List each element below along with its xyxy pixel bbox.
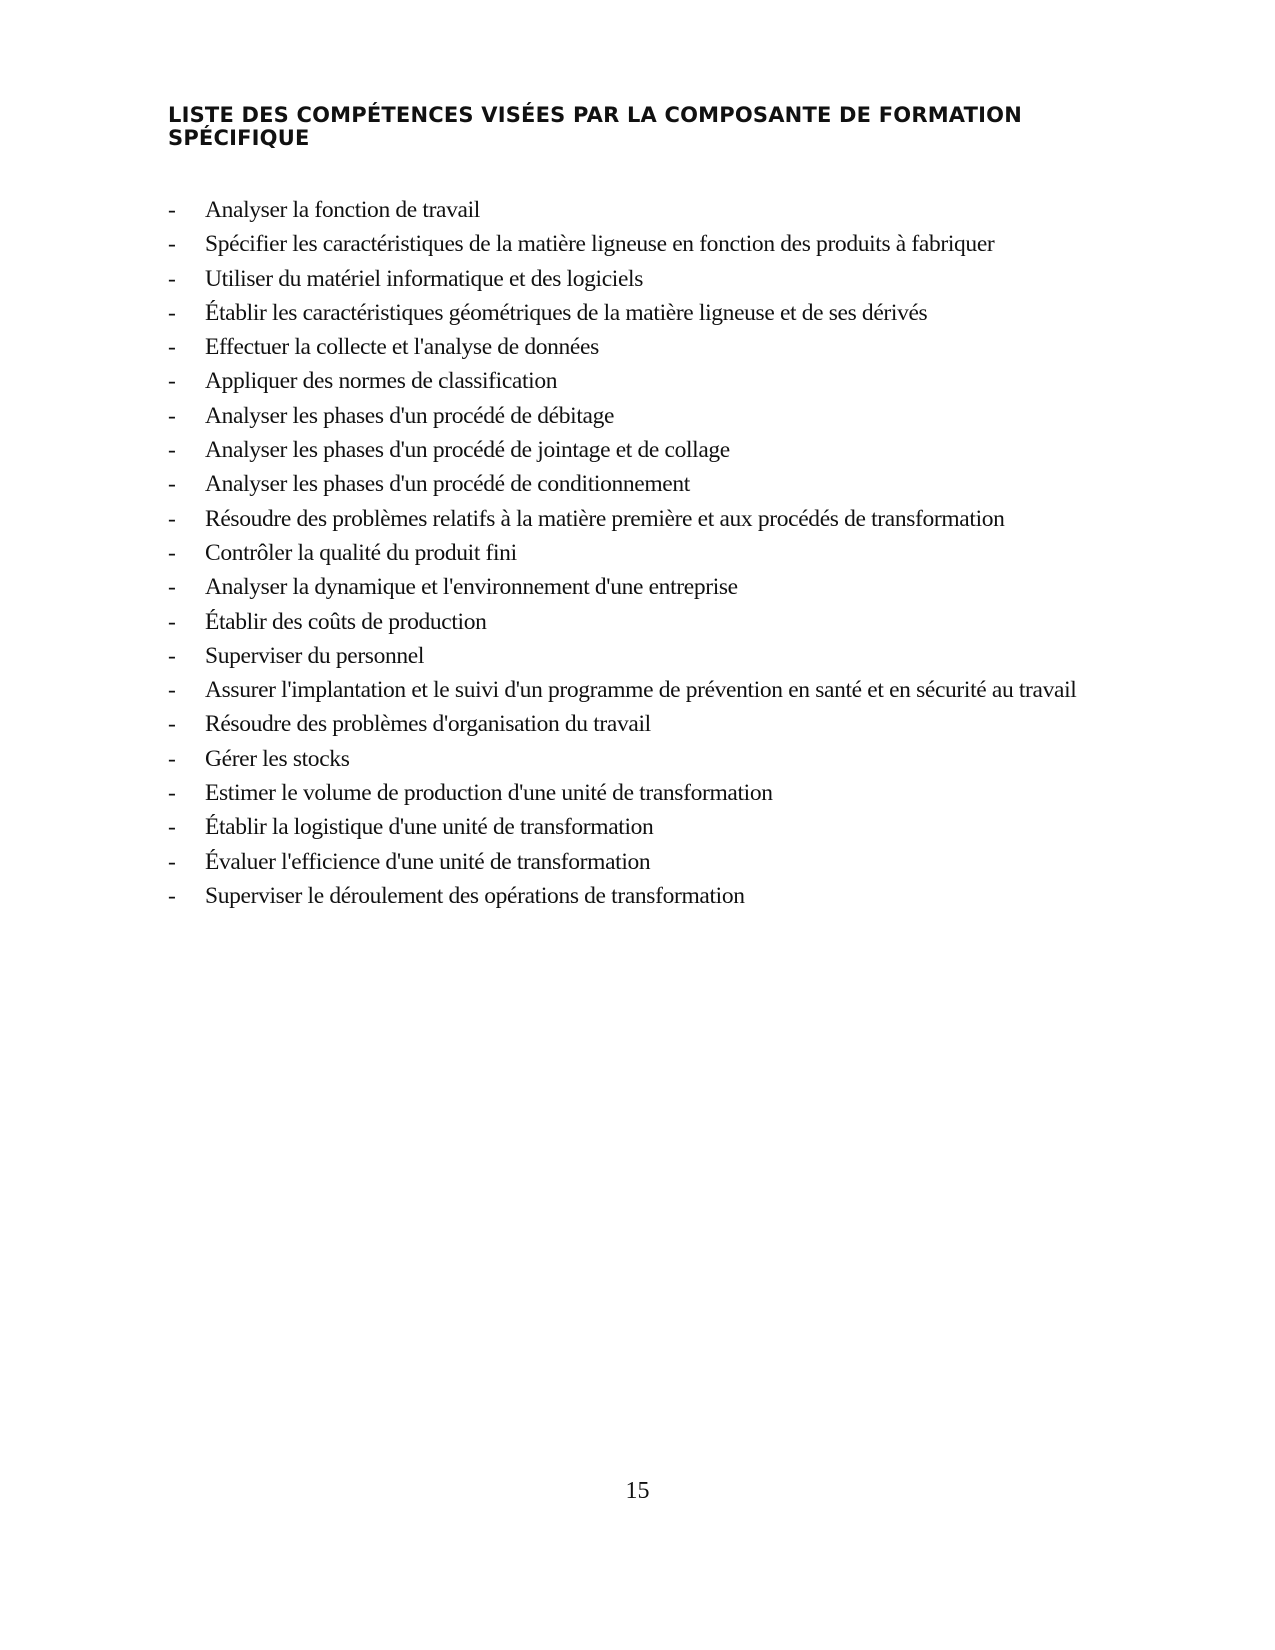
list-item-text: Résoudre des problèmes d'organisation du travail bbox=[205, 711, 651, 738]
list-item-text: Analyser les phases d'un procédé de débitage bbox=[205, 402, 615, 429]
list-item-text: Établir la logistique d'une unité de transformation bbox=[205, 814, 654, 841]
list-item bbox=[168, 262, 1168, 296]
section-heading: LISTE DES COMPÉTENCES VISÉES PAR LA COMPOSANTE DE FORMATION SPÉCIFIQUE bbox=[168, 103, 1022, 150]
list-item-text: Analyser les phases d'un procédé de jointage et de collage bbox=[205, 437, 730, 464]
bullet-dash: - bbox=[168, 368, 176, 395]
bullet-dash: - bbox=[168, 574, 176, 601]
bullet-dash: - bbox=[168, 299, 176, 326]
list-item-text: Superviser le déroulement des opérations de transformation bbox=[205, 882, 745, 909]
bullet-dash: - bbox=[168, 745, 176, 772]
list-item bbox=[168, 605, 1168, 639]
list-item-text: Utiliser du matériel informatique et des logiciels bbox=[205, 265, 644, 292]
bullet-dash: - bbox=[168, 711, 176, 738]
list-item-text: Analyser la dynamique et l'environnement d'une entreprise bbox=[205, 574, 738, 601]
list-item-text: Contrôler la qualité du produit fini bbox=[205, 539, 517, 566]
list-item-text: Superviser du personnel bbox=[205, 642, 425, 669]
list-item bbox=[168, 330, 1168, 364]
list-item bbox=[168, 433, 1168, 467]
list-item bbox=[168, 742, 1168, 776]
list-item-text: Effectuer la collecte et l'analyse de données bbox=[205, 334, 599, 361]
bullet-dash: - bbox=[168, 814, 176, 841]
list-item bbox=[168, 707, 1168, 741]
list-item bbox=[168, 845, 1168, 879]
list-item bbox=[168, 810, 1168, 844]
list-item bbox=[168, 193, 1168, 227]
list-item bbox=[168, 296, 1168, 330]
competency-list bbox=[168, 193, 1168, 913]
bullet-dash: - bbox=[168, 334, 176, 361]
list-item-text: Gérer les stocks bbox=[205, 745, 350, 772]
list-item bbox=[168, 467, 1168, 501]
bullet-dash: - bbox=[168, 231, 176, 258]
bullet-dash: - bbox=[168, 780, 176, 807]
bullet-dash: - bbox=[168, 608, 176, 635]
list-item-text: Évaluer l'efficience d'une unité de transformation bbox=[205, 848, 651, 875]
bullet-dash: - bbox=[168, 642, 176, 669]
list-item-text: Établir les caractéristiques géométriques de la matière ligneuse et de ses dérivés bbox=[205, 299, 928, 326]
list-item bbox=[168, 227, 1168, 261]
list-item bbox=[168, 399, 1168, 433]
list-item-text: Estimer le volume de production d'une unité de transformation bbox=[205, 780, 773, 807]
page-number: 15 bbox=[625, 1478, 650, 1504]
list-item bbox=[168, 536, 1168, 570]
list-item-text: Appliquer des normes de classification bbox=[205, 368, 558, 395]
list-item bbox=[168, 673, 1168, 707]
list-item bbox=[168, 776, 1168, 810]
bullet-dash: - bbox=[168, 471, 176, 498]
list-item bbox=[168, 502, 1168, 536]
list-item-text: Assurer l'implantation et le suivi d'un programme de prévention en santé et en sécurité au travail bbox=[205, 677, 1077, 704]
list-item-text: Résoudre des problèmes relatifs à la matière première et aux procédés de transformation bbox=[205, 505, 1005, 532]
bullet-dash: - bbox=[168, 437, 176, 464]
bullet-dash: - bbox=[168, 197, 176, 223]
bullet-dash: - bbox=[168, 402, 176, 429]
list-item bbox=[168, 364, 1168, 398]
list-item bbox=[168, 879, 1168, 913]
bullet-dash: - bbox=[168, 677, 176, 704]
list-item-text: Analyser les phases d'un procédé de conditionnement bbox=[205, 471, 690, 498]
bullet-dash: - bbox=[168, 848, 176, 875]
list-item-text: Analyser la fonction de travail bbox=[205, 197, 480, 223]
list-item bbox=[168, 639, 1168, 673]
bullet-dash: - bbox=[168, 505, 176, 532]
list-item-text: Spécifier les caractéristiques de la matière ligneuse en fonction des produits à fabriquer bbox=[205, 231, 995, 258]
bullet-dash: - bbox=[168, 265, 176, 292]
bullet-dash: - bbox=[168, 882, 176, 909]
bullet-dash: - bbox=[168, 539, 176, 566]
list-item bbox=[168, 570, 1168, 604]
list-item-text: Établir des coûts de production bbox=[205, 608, 487, 635]
